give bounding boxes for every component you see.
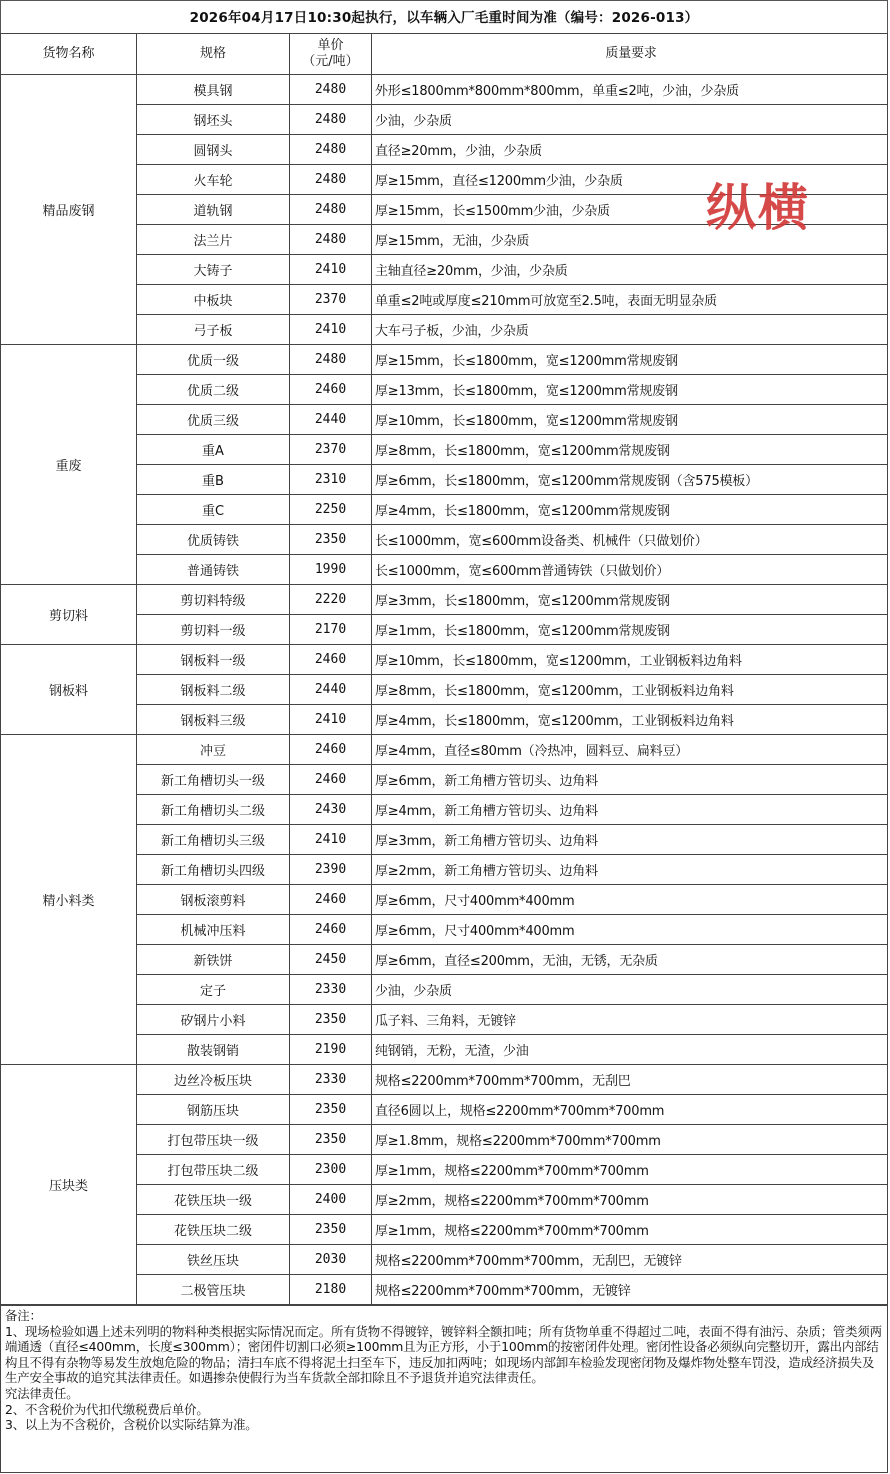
header-category: 货物名称 (1, 34, 137, 75)
requirement-cell: 大车弓子板，少油，少杂质 (372, 315, 888, 345)
notes-heading: 备注： (5, 1308, 42, 1323)
spec-cell: 花铁压块二级 (137, 1215, 290, 1245)
price-cell: 2480 (290, 345, 372, 375)
category-cell: 剪切料 (1, 585, 137, 645)
requirement-cell: 厚≥15mm，直径≤1200mm少油，少杂质 (372, 165, 888, 195)
header-spec: 规格 (137, 34, 290, 75)
spec-cell: 钢坯头 (137, 105, 290, 135)
price-cell: 2350 (290, 525, 372, 555)
price-cell: 2180 (290, 1275, 372, 1305)
table-row (1, 1065, 888, 1095)
requirement-cell: 厚≥6mm，尺寸400mm*400mm (372, 915, 888, 945)
requirement-cell: 厚≥4mm，长≤1800mm，宽≤1200mm常规废钢 (372, 495, 888, 525)
spec-cell: 新工角槽切头四级 (137, 855, 290, 885)
requirement-cell: 厚≥15mm，长≤1500mm少油，少杂质 (372, 195, 888, 225)
price-cell: 2480 (290, 135, 372, 165)
price-cell: 2170 (290, 615, 372, 645)
category-cell: 压块类 (1, 1065, 137, 1305)
price-cell: 2480 (290, 225, 372, 255)
requirement-cell: 长≤1000mm，宽≤600mm普通铸铁（只做划价） (372, 555, 888, 585)
requirement-cell: 长≤1000mm，宽≤600mm设备类、机械件（只做划价） (372, 525, 888, 555)
requirement-cell: 厚≥2mm，新工角槽方管切头、边角料 (372, 855, 888, 885)
spec-cell: 钢板料一级 (137, 645, 290, 675)
spec-cell: 新工角槽切头一级 (137, 765, 290, 795)
spec-cell: 优质二级 (137, 375, 290, 405)
header-price-line2: （元/吨） (302, 54, 359, 69)
price-cell: 2450 (290, 945, 372, 975)
price-cell: 2430 (290, 795, 372, 825)
spec-cell: 法兰片 (137, 225, 290, 255)
requirement-cell: 瓜子料、三角料，无镀锌 (372, 1005, 888, 1035)
spec-cell: 普通铸铁 (137, 555, 290, 585)
spec-cell: 矽钢片小料 (137, 1005, 290, 1035)
spec-cell: 花铁压块一级 (137, 1185, 290, 1215)
table-header-row (1, 34, 888, 75)
price-cell: 2410 (290, 315, 372, 345)
requirement-cell: 厚≥3mm，新工角槽方管切头、边角料 (372, 825, 888, 855)
spec-cell: 道轨钢 (137, 195, 290, 225)
price-cell: 2390 (290, 855, 372, 885)
requirement-cell: 厚≥1mm，长≤1800mm，宽≤1200mm常规废钢 (372, 615, 888, 645)
requirement-cell: 厚≥13mm，长≤1800mm，宽≤1200mm常规废钢 (372, 375, 888, 405)
price-cell: 2480 (290, 75, 372, 105)
table-row (1, 645, 888, 675)
price-cell: 2220 (290, 585, 372, 615)
header-requirement: 质量要求 (372, 34, 888, 75)
notes-item-3: 3、以上为不含税价，含税价以实际结算为准。 (5, 1417, 258, 1433)
requirement-cell: 厚≥4mm，新工角槽方管切头、边角料 (372, 795, 888, 825)
price-cell: 2460 (290, 645, 372, 675)
price-cell: 2300 (290, 1155, 372, 1185)
requirement-cell: 规格≤2200mm*700mm*700mm，无刮巴，无镀锌 (372, 1245, 888, 1275)
price-cell: 2460 (290, 885, 372, 915)
requirement-cell: 直径≥20mm，少油，少杂质 (372, 135, 888, 165)
price-cell: 2350 (290, 1125, 372, 1155)
spec-cell: 定子 (137, 975, 290, 1005)
spec-cell: 弓子板 (137, 315, 290, 345)
requirement-cell: 厚≥8mm，长≤1800mm，宽≤1200mm，工业钢板料边角料 (372, 675, 888, 705)
price-cell: 2480 (290, 165, 372, 195)
requirement-cell: 厚≥4mm，直径≤80mm（冷热冲，圆料豆、扁料豆） (372, 735, 888, 765)
requirement-cell: 直径6圆以上，规格≤2200mm*700mm*700mm (372, 1095, 888, 1125)
requirement-cell: 单重≤2吨或厚度≤210mm可放宽至2.5吨，表面无明显杂质 (372, 285, 888, 315)
requirement-cell: 厚≥10mm，长≤1800mm，宽≤1200mm，工业钢板料边角料 (372, 645, 888, 675)
requirement-cell: 少油，少杂质 (372, 975, 888, 1005)
spec-cell: 大铸子 (137, 255, 290, 285)
spec-cell: 剪切料一级 (137, 615, 290, 645)
spec-cell: 钢板滚剪料 (137, 885, 290, 915)
price-cell: 2250 (290, 495, 372, 525)
spec-cell: 剪切料特级 (137, 585, 290, 615)
table-row (1, 735, 888, 765)
spec-cell: 钢板料三级 (137, 705, 290, 735)
spec-cell: 冲豆 (137, 735, 290, 765)
price-cell: 2410 (290, 705, 372, 735)
spec-cell: 散装钢销 (137, 1035, 290, 1065)
spec-cell: 重C (137, 495, 290, 525)
spec-cell: 重A (137, 435, 290, 465)
requirement-cell: 厚≥15mm，无油，少杂质 (372, 225, 888, 255)
spec-cell: 圆钢头 (137, 135, 290, 165)
requirement-cell: 外形≤1800mm*800mm*800mm，单重≤2吨，少油，少杂质 (372, 75, 888, 105)
price-cell: 1990 (290, 555, 372, 585)
table-body (1, 75, 888, 1305)
spec-cell: 火车轮 (137, 165, 290, 195)
price-cell: 2370 (290, 435, 372, 465)
requirement-cell: 厚≥3mm，长≤1800mm，宽≤1200mm常规废钢 (372, 585, 888, 615)
requirement-cell: 纯钢销，无粉，无渣，少油 (372, 1035, 888, 1065)
price-cell: 2480 (290, 195, 372, 225)
requirement-cell: 厚≥1.8mm，规格≤2200mm*700mm*700mm (372, 1125, 888, 1155)
table-row (1, 345, 888, 375)
category-cell: 精品废钢 (1, 75, 137, 345)
spec-cell: 打包带压块一级 (137, 1125, 290, 1155)
spec-cell: 新工角槽切头二级 (137, 795, 290, 825)
requirement-cell: 主轴直径≥20mm，少油，少杂质 (372, 255, 888, 285)
spec-cell: 新工角槽切头三级 (137, 825, 290, 855)
header-price (290, 34, 372, 75)
table-row (1, 75, 888, 105)
spec-cell: 优质一级 (137, 345, 290, 375)
price-cell: 2310 (290, 465, 372, 495)
category-cell: 精小料类 (1, 735, 137, 1065)
table-row (1, 585, 888, 615)
price-cell: 2030 (290, 1245, 372, 1275)
requirement-cell: 厚≥8mm，长≤1800mm，宽≤1200mm常规废钢 (372, 435, 888, 465)
price-cell: 2400 (290, 1185, 372, 1215)
price-cell: 2460 (290, 735, 372, 765)
price-cell: 2440 (290, 675, 372, 705)
notes-item-1: 1、现场检验如遇上述未列明的物料种类根据实际情况而定。所有货物不得镀锌，镀锌料全额扣吨；所有货物单重不得超过二吨，表面不得有油污、杂质；管类须两端通透（直径≤400mm，长度≤300mm）；密闭件切割口必须≥100mm且为正方形，小于100mm的按密闭件处理。密闭性设备必须纵向完整切开，露出内部结构且不得有杂物等易发生放炮危险的物品；清扫车底不得将泥土扫至车下，违反加扣两吨；如现场内部卸车检验发现密闭物及爆炸物处整车罚没，造成经济损失及生产安全事故的追究其法律责任。如遇掺杂使假行为当车货款全部扣除且不予退货并追究法律责任。 (5, 1323, 882, 1386)
price-cell: 2460 (290, 765, 372, 795)
spec-cell: 优质三级 (137, 405, 290, 435)
price-cell: 2440 (290, 405, 372, 435)
category-cell: 钢板料 (1, 645, 137, 735)
price-cell: 2460 (290, 375, 372, 405)
requirement-cell: 厚≥6mm，直径≤200mm，无油，无锈，无杂质 (372, 945, 888, 975)
price-cell: 2410 (290, 825, 372, 855)
spec-cell: 新铁饼 (137, 945, 290, 975)
spec-cell: 边丝冷板压块 (137, 1065, 290, 1095)
price-cell: 2410 (290, 255, 372, 285)
requirement-cell: 厚≥6mm，尺寸400mm*400mm (372, 885, 888, 915)
requirement-cell: 规格≤2200mm*700mm*700mm，无刮巴 (372, 1065, 888, 1095)
price-cell: 2330 (290, 1065, 372, 1095)
spec-cell: 机械冲压料 (137, 915, 290, 945)
requirement-cell: 厚≥1mm，规格≤2200mm*700mm*700mm (372, 1155, 888, 1185)
sheet-title: 2026年04月17日10:30起执行，以车辆入厂毛重时间为准（编号：2026-013） (0, 0, 888, 34)
spec-cell: 模具钢 (137, 75, 290, 105)
header-price-line1: 单价 (317, 38, 344, 53)
requirement-cell: 厚≥10mm，长≤1800mm，宽≤1200mm常规废钢 (372, 405, 888, 435)
price-cell: 2370 (290, 285, 372, 315)
price-cell: 2480 (290, 105, 372, 135)
category-cell: 重废 (1, 345, 137, 585)
requirement-cell: 规格≤2200mm*700mm*700mm，无镀锌 (372, 1275, 888, 1305)
requirement-cell: 厚≥2mm，规格≤2200mm*700mm*700mm (372, 1185, 888, 1215)
spec-cell: 钢板料二级 (137, 675, 290, 705)
requirement-cell: 厚≥1mm，规格≤2200mm*700mm*700mm (372, 1215, 888, 1245)
price-cell: 2330 (290, 975, 372, 1005)
spec-cell: 二极管压块 (137, 1275, 290, 1305)
watermark-text: 纵横 (706, 179, 810, 237)
requirement-cell: 少油，少杂质 (372, 105, 888, 135)
spec-cell: 钢筋压块 (137, 1095, 290, 1125)
price-cell: 2350 (290, 1215, 372, 1245)
requirement-cell: 厚≥4mm，长≤1800mm，宽≤1200mm，工业钢板料边角料 (372, 705, 888, 735)
notes-item-2: 2、不含税价为代扣代缴税费后单价。 (5, 1401, 209, 1417)
spec-cell: 中板块 (137, 285, 290, 315)
notes-section (0, 1305, 888, 1473)
price-cell: 2350 (290, 1005, 372, 1035)
requirement-cell: 厚≥6mm，新工角槽方管切头、边角料 (372, 765, 888, 795)
requirement-cell: 厚≥15mm，长≤1800mm，宽≤1200mm常规废钢 (372, 345, 888, 375)
requirement-cell: 厚≥6mm，长≤1800mm，宽≤1200mm常规废钢（含575模板） (372, 465, 888, 495)
spec-cell: 铁丝压块 (137, 1245, 290, 1275)
price-cell: 2460 (290, 915, 372, 945)
price-cell: 2350 (290, 1095, 372, 1125)
spec-cell: 打包带压块二级 (137, 1155, 290, 1185)
spec-cell: 重B (137, 465, 290, 495)
price-cell: 2190 (290, 1035, 372, 1065)
spec-cell: 优质铸铁 (137, 525, 290, 555)
notes-item-1-tail: 究法律责任。 (5, 1385, 79, 1401)
